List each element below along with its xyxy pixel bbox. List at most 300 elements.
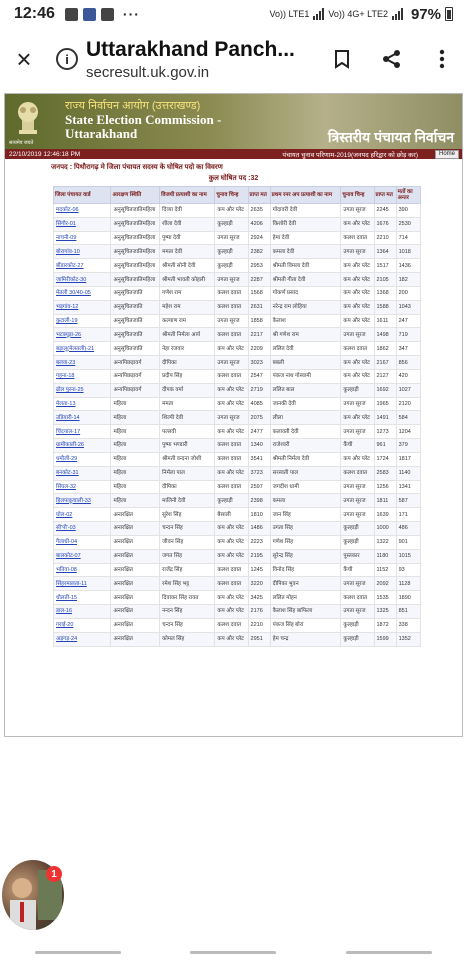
table-cell: 3425: [248, 591, 270, 605]
table-cell: कप और प्लेट: [341, 286, 374, 300]
table-cell: 1676: [374, 217, 396, 231]
table-cell: 4085: [248, 397, 270, 411]
table-cell: कप और प्लेट: [341, 273, 374, 287]
table-cell: 901: [396, 535, 420, 549]
table-row: [54, 563, 421, 577]
status-time: 12:46: [14, 5, 55, 22]
table-cell: 1692: [374, 383, 396, 397]
table-cell: श्रीमती विमला देवी: [270, 259, 341, 273]
share-icon[interactable]: [367, 49, 417, 69]
table-cell: 2924: [248, 231, 270, 245]
table-cell: 1498: [374, 328, 396, 342]
table-cell: अनारक्षित: [111, 591, 160, 605]
table-cell: उगता सूरज: [215, 231, 248, 245]
table-cell: किशोरी देवी: [270, 217, 341, 231]
table-cell: कप और प्लेट: [215, 466, 248, 480]
table-cell: 1027: [396, 383, 420, 397]
table-cell: कलश दवात: [215, 618, 248, 632]
table-cell: अनारक्षित: [111, 549, 160, 563]
table-cell: अनुसूचितजाति: [111, 300, 160, 314]
table-cell: दीपिका: [160, 356, 215, 370]
info-bar: [5, 149, 462, 159]
notification-icon: [65, 8, 78, 21]
ward-link[interactable]: ढोल पुरना-25: [54, 383, 111, 397]
table-cell: 247: [396, 314, 420, 328]
table-cell: 1015: [396, 549, 420, 563]
table-cell: 2167: [374, 356, 396, 370]
table-cell: पुष्पा भण्डारी: [160, 439, 215, 453]
section-heading: जनपद : पिथौरागढ़ मे जिला पंचायत सदस्य के घोषित पदो का विवरण: [51, 164, 223, 171]
table-cell: 1599: [374, 632, 396, 646]
table-cell: कप और प्लेट: [341, 452, 374, 466]
ward-link[interactable]: गैलाधी-04: [54, 535, 111, 549]
table-cell: 2477: [248, 425, 270, 439]
english-title-line1: State Election Commission -: [65, 112, 222, 127]
table-cell: गोकर्ण प्रसाद: [270, 286, 341, 300]
table-cell: दीपिका भुवन: [270, 577, 341, 591]
table-cell: उगता सूरज: [341, 508, 374, 522]
table-cell: कुल्हाड़ी: [341, 618, 374, 632]
table-row: [54, 328, 421, 342]
english-title-line2: Uttarakhand: [65, 126, 138, 141]
table-cell: जीवन सिंह: [160, 535, 215, 549]
table-cell: उगता सिंह: [270, 522, 341, 536]
table-cell: 1810: [248, 508, 270, 522]
ward-link[interactable]: बौंडारकोट-27: [54, 259, 111, 273]
table-cell: 584: [396, 411, 420, 425]
table-row: [54, 466, 421, 480]
table-cell: महिला: [111, 397, 160, 411]
results-caption: पंचायत चुनाव परिणाम-2019(जनपद हरिद्वार को छोड़ कर): [282, 151, 418, 159]
table-cell: कलश दवात: [215, 452, 248, 466]
table-cell: उगता सूरज: [215, 411, 248, 425]
table-cell: महिला: [111, 452, 160, 466]
table-cell: 3723: [248, 466, 270, 480]
table-cell: अन्यपिछड़ावर्ग: [111, 369, 160, 383]
datetime: 22/10/2019 12:46:18 PM: [9, 150, 81, 158]
table-cell: 2635: [248, 204, 270, 218]
table-cell: 1325: [374, 605, 396, 619]
column-header: प्राप्त मत: [374, 187, 396, 204]
table-cell: कुल्हाड़ी: [215, 217, 248, 231]
table-cell: ललित देवी: [270, 342, 341, 356]
info-icon[interactable]: i: [56, 48, 78, 70]
more-options-icon[interactable]: [417, 49, 467, 69]
page-url: secresult.uk.gov.in: [86, 63, 210, 81]
ward-link[interactable]: बड़ालू(मेलतली)-21: [54, 342, 111, 356]
table-cell: 1858: [248, 314, 270, 328]
table-cell: दीपिका: [160, 480, 215, 494]
table-cell: जान सिंह: [270, 508, 341, 522]
table-cell: कलश दवात: [215, 577, 248, 591]
table-cell: अनुसूचितजातिमहिला: [111, 204, 160, 218]
ward-link[interactable]: बालकोट-07: [54, 549, 111, 563]
bookmark-icon[interactable]: [317, 49, 367, 69]
table-cell: 1517: [374, 259, 396, 273]
table-cell: श्रीमती निर्मला देवी: [270, 452, 341, 466]
table-cell: अनुसूचितजातिमहिला: [111, 231, 160, 245]
table-cell: 93: [396, 563, 420, 577]
table-cell: 2951: [248, 632, 270, 646]
table-body: [54, 204, 421, 647]
column-header: जिला पंचायत वार्ड: [54, 187, 111, 204]
table-cell: पुष्पा देवी: [160, 231, 215, 245]
table-cell: अनुसूचितजाति: [111, 342, 160, 356]
table-row: [54, 286, 421, 300]
ward-link[interactable]: नाचनी-09: [54, 231, 111, 245]
table-cell: 2120: [396, 397, 420, 411]
ward-link[interactable]: सिंगौर-01: [54, 217, 111, 231]
table-cell: उगता सूरज: [215, 314, 248, 328]
ashoka-emblem-icon: [11, 98, 45, 140]
table-cell: दिवाकर सिंह रावत: [160, 591, 215, 605]
table-cell: कलश दवात: [215, 300, 248, 314]
ward-link[interactable]: भतिवा-08: [54, 563, 111, 577]
table-cell: अन्यपिछड़ावर्ग: [111, 356, 160, 370]
nav-recents-bar[interactable]: [35, 951, 121, 954]
table-cell: कुल्हाड़ी: [215, 494, 248, 508]
web-page: [4, 93, 463, 737]
table-cell: बैसाली: [215, 508, 248, 522]
table-row: [54, 397, 421, 411]
table-cell: कप और प्लेट: [215, 342, 248, 356]
table-cell: अनुसूचितजाति: [111, 286, 160, 300]
table-cell: चन्दन सिंह: [160, 618, 215, 632]
table-cell: उगता सूरज: [215, 273, 248, 287]
gesture-nav-bar: [0, 944, 467, 960]
status-right: [269, 6, 453, 23]
table-cell: 2209: [248, 342, 270, 356]
table-cell: 486: [396, 522, 420, 536]
ward-link[interactable]: सिंघल-32: [54, 480, 111, 494]
table-cell: नरेन्द्र राम लोहिया: [270, 300, 341, 314]
table-cell: 1364: [374, 245, 396, 259]
table-cell: अन्यपिछड़ावर्ग: [111, 383, 160, 397]
ward-link[interactable]: बोरागांव-10: [54, 245, 111, 259]
table-cell: नन्दन सिंह: [160, 605, 215, 619]
ward-link[interactable]: बनकोट-31: [54, 466, 111, 480]
table-cell: महिला: [111, 466, 160, 480]
table-cell: 2631: [248, 300, 270, 314]
table-cell: उगता सूरज: [341, 204, 374, 218]
table-cell: 1611: [374, 314, 396, 328]
table-cell: नेहा रजवार: [160, 342, 215, 356]
table-cell: 1000: [374, 522, 396, 536]
table-cell: कुल्हाड़ी: [341, 535, 374, 549]
nav-home-bar[interactable]: [190, 951, 276, 954]
table-row: [54, 369, 421, 383]
table-cell: 1811: [374, 494, 396, 508]
table-cell: 1817: [396, 452, 420, 466]
close-icon[interactable]: ×: [16, 43, 32, 74]
table-cell: सरस्वती पाल: [270, 466, 341, 480]
table-cell: राजेश्वरी: [270, 439, 341, 453]
more-notifications-icon: ···: [122, 6, 140, 22]
table-cell: कलश दवात: [215, 286, 248, 300]
table-cell: अनुसूचितजाति: [111, 328, 160, 342]
table-row: [54, 535, 421, 549]
table-cell: 719: [396, 328, 420, 342]
table-cell: 1862: [374, 342, 396, 356]
table-cell: 714: [396, 231, 420, 245]
table-cell: पल्लवी: [160, 425, 215, 439]
table-cell: कमला: [270, 494, 341, 508]
table-cell: सुरेश सिंह: [160, 508, 215, 522]
table-cell: बबली: [270, 356, 341, 370]
ward-link[interactable]: जामिरीकोट-30: [54, 273, 111, 287]
table-cell: 1436: [396, 259, 420, 273]
table-cell: कैलाश सिंह बाफिला: [270, 605, 341, 619]
table-cell: 1872: [374, 618, 396, 632]
table-cell: 2953: [248, 259, 270, 273]
table-cell: कलश दवात: [215, 439, 248, 453]
table-cell: 1245: [248, 563, 270, 577]
table-cell: 4206: [248, 217, 270, 231]
table-cell: 2719: [248, 383, 270, 397]
table-cell: मालिनी देवी: [160, 494, 215, 508]
table-cell: 2075: [248, 411, 270, 425]
table-cell: कलश दवात: [341, 231, 374, 245]
table-row: [54, 231, 421, 245]
table-cell: जगदीश धामी: [270, 480, 341, 494]
declared-count: कुल घोषित पद :32: [208, 175, 259, 182]
ward-link[interactable]: अड़गड़-24: [54, 632, 111, 646]
table-cell: उगता सूरज: [341, 397, 374, 411]
status-bar: [0, 0, 467, 28]
table-cell: पंकज नाथ गोस्वामी: [270, 369, 341, 383]
table-cell: लीला: [270, 411, 341, 425]
table-cell: 1128: [396, 577, 420, 591]
table-cell: राजेंद्र सिंह: [160, 563, 215, 577]
table-cell: श्री गणेश राम: [270, 328, 341, 342]
table-cell: ललित बाल: [270, 383, 341, 397]
table-cell: कलश दवात: [215, 369, 248, 383]
facebook-icon: [83, 8, 96, 21]
table-cell: 1043: [396, 300, 420, 314]
table-cell: 1491: [374, 411, 396, 425]
table-cell: महेश राम: [160, 300, 215, 314]
ward-link[interactable]: डाल-16: [54, 605, 111, 619]
table-cell: गणेश राम: [160, 286, 215, 300]
table-cell: कैंची: [341, 563, 374, 577]
table-cell: 2583: [374, 466, 396, 480]
table-cell: पुस्तकार: [341, 549, 374, 563]
hindi-commission-title: राज्य निर्वाचन आयोग (उत्तराखण्ड): [65, 100, 201, 112]
table-cell: 3220: [248, 577, 270, 591]
table-row: [54, 245, 421, 259]
table-cell: 1535: [374, 591, 396, 605]
table-cell: महिला: [111, 494, 160, 508]
ward-link[interactable]: धौलती-15: [54, 591, 111, 605]
table-cell: 2195: [248, 549, 270, 563]
column-header: आरक्षण स्थिति: [111, 187, 160, 204]
table-cell: कप और प्लेट: [341, 356, 374, 370]
table-cell: 856: [396, 356, 420, 370]
column-header: प्रथम रनर अप प्रत्याशी का नाम: [270, 187, 341, 204]
table-row: [54, 494, 421, 508]
table-cell: महिला: [111, 480, 160, 494]
table-cell: 200: [396, 286, 420, 300]
table-cell: पंकज सिंह बोरा: [270, 618, 341, 632]
ward-link[interactable]: धमौली-29: [54, 452, 111, 466]
table-cell: 1340: [248, 439, 270, 453]
table-cell: कलश दवात: [215, 480, 248, 494]
notification-badge: 1: [46, 866, 62, 882]
table-cell: प्रदीप सिंह: [160, 369, 215, 383]
table-cell: कैलाश: [270, 314, 341, 328]
table-cell: 1256: [374, 480, 396, 494]
table-cell: कोमल सिंह: [160, 632, 215, 646]
table-cell: कलश दवात: [341, 466, 374, 480]
table-row: [54, 342, 421, 356]
table-cell: श्रीमती सोनी देवी: [160, 259, 215, 273]
table-cell: कप और प्लेट: [215, 425, 248, 439]
nav-back-bar[interactable]: [346, 951, 432, 954]
table-cell: उगता सूरज: [341, 328, 374, 342]
table-cell: अनारक्षित: [111, 563, 160, 577]
table-row: [54, 452, 421, 466]
table-cell: 1152: [374, 563, 396, 577]
table-cell: 1352: [396, 632, 420, 646]
table-row: [54, 356, 421, 370]
table-cell: उगता सूरज: [341, 480, 374, 494]
table-row: [54, 439, 421, 453]
table-row: [54, 549, 421, 563]
ward-link[interactable]: सी'पौ'-03: [54, 522, 111, 536]
table-cell: कलश दवात: [215, 328, 248, 342]
ward-link[interactable]: बलवा-23: [54, 356, 111, 370]
column-header: प्राप्त मत: [248, 187, 270, 204]
table-cell: 2210: [374, 231, 396, 245]
table-cell: उगता सूरज: [341, 494, 374, 508]
table-cell: 1588: [374, 300, 396, 314]
network-2-label: Vo)) 4G+ LTE2: [328, 9, 388, 19]
table-cell: कप और प्लेट: [341, 259, 374, 273]
table-cell: अनुसूचितजातिमहिला: [111, 259, 160, 273]
ward-link[interactable]: मेतली 30/40-05: [54, 286, 111, 300]
column-header: चुनाव चिन्ह: [341, 187, 374, 204]
ward-link[interactable]: चिंदयाल-17: [54, 425, 111, 439]
table-cell: महिला: [111, 439, 160, 453]
table-cell: 1639: [374, 508, 396, 522]
table-cell: 3541: [248, 452, 270, 466]
table-cell: 1724: [374, 452, 396, 466]
ward-link[interactable]: गहना-18: [54, 369, 111, 383]
ward-link[interactable]: उडियारी-14: [54, 411, 111, 425]
table-cell: ममता देवी: [160, 245, 215, 259]
table-cell: 1890: [396, 591, 420, 605]
table-cell: कलश दवात: [341, 342, 374, 356]
table-cell: कप और प्लेट: [341, 314, 374, 328]
table-cell: कप और प्लेट: [215, 591, 248, 605]
table-cell: ममता: [160, 397, 215, 411]
table-cell: कप और प्लेट: [215, 397, 248, 411]
table-cell: हेम चन्द्र: [270, 632, 341, 646]
table-cell: 1180: [374, 549, 396, 563]
ward-link[interactable]: कुटाली-19: [54, 314, 111, 328]
table-cell: कुल्हाड़ी: [215, 245, 248, 259]
table-row: [54, 508, 421, 522]
table-cell: 1368: [374, 286, 396, 300]
table-cell: 390: [396, 204, 420, 218]
table-cell: 2398: [248, 494, 270, 508]
results-table: [53, 186, 421, 647]
table-cell: 2382: [248, 245, 270, 259]
home-button[interactable]: Home: [435, 150, 459, 159]
ward-link[interactable]: मेलता-13: [54, 397, 111, 411]
table-cell: शिल्पी देवी: [160, 411, 215, 425]
signal-2-icon: [392, 8, 403, 20]
ward-link[interactable]: हिलपाकुचाली-33: [54, 494, 111, 508]
table-cell: 2597: [248, 480, 270, 494]
table-cell: कप और प्लेट: [341, 217, 374, 231]
table-cell: 1341: [396, 480, 420, 494]
table-cell: कुल्हाड़ी: [341, 632, 374, 646]
ward-link[interactable]: मदकोट-06: [54, 204, 111, 218]
table-cell: उगता सूरज: [341, 577, 374, 591]
table-cell: 2092: [374, 577, 396, 591]
table-cell: 1965: [374, 397, 396, 411]
table-cell: कल्याण राम: [160, 314, 215, 328]
ward-link[interactable]: भटक्यूड़ा-26: [54, 328, 111, 342]
table-cell: दिव्या देवी: [160, 204, 215, 218]
table-cell: विनोद सिंह: [270, 563, 341, 577]
table-cell: अनुसूचितजातिमहिला: [111, 245, 160, 259]
table-row: [54, 425, 421, 439]
ward-link[interactable]: भड़गांव-12: [54, 300, 111, 314]
table-cell: 587: [396, 494, 420, 508]
ward-link[interactable]: घोल-02: [54, 508, 111, 522]
ward-link[interactable]: ग्रामीकाली-26: [54, 439, 111, 453]
table-row: [54, 577, 421, 591]
table-row: [54, 411, 421, 425]
table-cell: उगता सूरज: [341, 245, 374, 259]
table-cell: कप और प्लेट: [215, 549, 248, 563]
table-cell: अनारक्षित: [111, 632, 160, 646]
table-cell: 420: [396, 369, 420, 383]
table-cell: 961: [374, 439, 396, 453]
ward-link[interactable]: सिंहरमालता-11: [54, 577, 111, 591]
table-cell: कलावती देवी: [270, 425, 341, 439]
toolbar-titles: [86, 38, 317, 81]
table-cell: निर्मला पाल: [160, 466, 215, 480]
table-cell: कलश दवात: [341, 591, 374, 605]
table-cell: कैंची: [341, 439, 374, 453]
ward-link[interactable]: गराई-20: [54, 618, 111, 632]
table-row: [54, 300, 421, 314]
table-cell: कप और प्लेट: [215, 632, 248, 646]
table-cell: अनुसूचितजातिमहिला: [111, 273, 160, 287]
table-cell: 182: [396, 273, 420, 287]
table-row: [54, 591, 421, 605]
battery-percent: 97%: [410, 5, 441, 23]
table-cell: गोदावरी देवी: [270, 204, 341, 218]
table-cell: 2223: [248, 535, 270, 549]
table-cell: 1568: [248, 286, 270, 300]
table-cell: अनारक्षित: [111, 577, 160, 591]
table-cell: अनुसूचितजाति: [111, 314, 160, 328]
table-cell: कमला देवी: [270, 245, 341, 259]
table-cell: 347: [396, 342, 420, 356]
table-cell: 2105: [374, 273, 396, 287]
table-cell: 379: [396, 439, 420, 453]
table-header-row: [54, 187, 421, 204]
header-banner: [5, 94, 462, 149]
table-row: [54, 618, 421, 632]
table-cell: अनारक्षित: [111, 522, 160, 536]
table-cell: 2530: [396, 217, 420, 231]
table-cell: 2287: [248, 273, 270, 287]
